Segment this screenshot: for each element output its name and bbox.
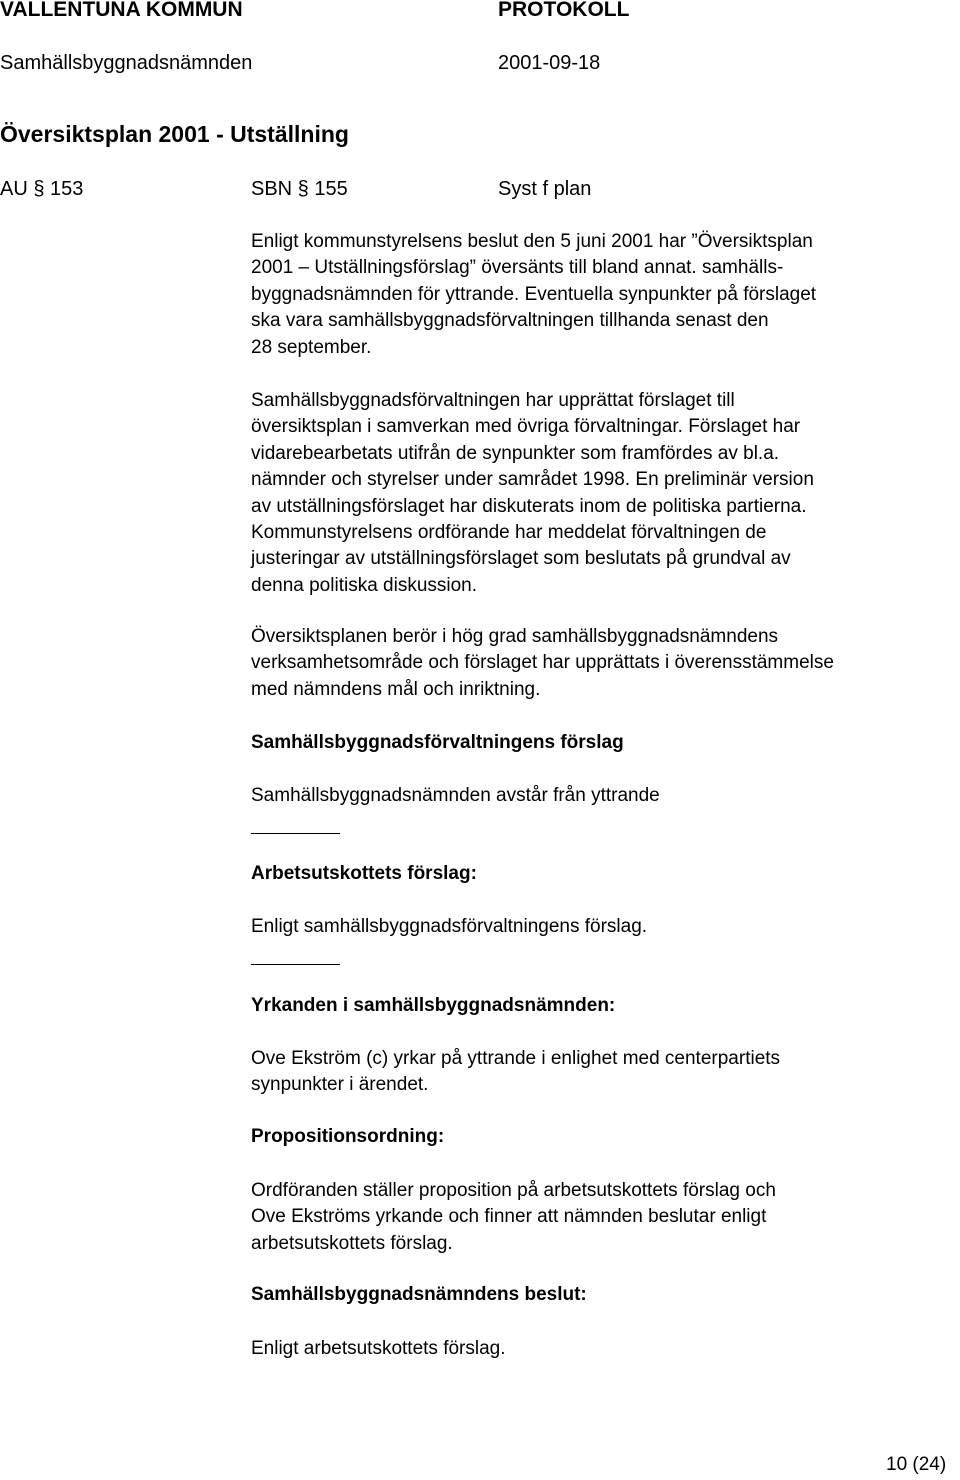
text-line: 28 september. <box>251 336 372 358</box>
section-heading-committee-proposal: Arbetsutskottets förslag: <box>251 863 477 884</box>
text-line: Enligt samhällsbyggnadsförvaltningens förslag. <box>251 916 648 937</box>
text-line: 2001 – Utställningsförslag” översänts till bland annat. samhälls- <box>251 257 784 279</box>
text-line: Ove Ekström (c) yrkar på yttrande i enlighet med centerpartiets <box>251 1048 781 1069</box>
text-line: Enligt kommunstyrelsens beslut den 5 juni 2001 har ”Översiktsplan <box>251 231 813 252</box>
section-text <box>251 1178 776 1257</box>
organization-name: VALLENTUNA KOMMUN <box>0 0 243 21</box>
text-line: översiktsplan i samverkan med övriga förvaltningar. Förslaget har <box>251 416 801 438</box>
section-text <box>251 1336 506 1362</box>
section-heading-administration-proposal: Samhällsbyggnadsförvaltningens förslag <box>251 732 624 753</box>
text-line: av utställningsförslaget har diskuterats inom de politiska partierna. <box>251 495 807 517</box>
section-heading-decision: Samhällsbyggnadsnämndens beslut: <box>251 1284 587 1305</box>
text-line: Samhällsbyggnadsförvaltningen har upprättat förslaget till <box>251 390 735 411</box>
diary-ref: Syst f plan <box>498 178 592 200</box>
text-line: Kommunstyrelsens ordförande har meddelat förvaltningen de <box>251 522 767 544</box>
paragraph-scope <box>251 624 834 703</box>
section-text <box>251 783 660 809</box>
section-heading-proposition-order: Propositionsordning: <box>251 1126 445 1147</box>
text-line: Översiktsplanen berör i hög grad samhällsbyggnadsnämndens <box>251 626 779 647</box>
text-line: nämnder och styrelser under samrådet 1998. En preliminär version <box>251 469 814 491</box>
text-line: justeringar av utställningsförslaget som beslutats på grundval av <box>251 548 791 570</box>
section-text <box>251 1046 780 1099</box>
divider-rule <box>251 833 340 834</box>
text-line: med nämndens mål och inriktning. <box>251 678 541 700</box>
text-line: arbetsutskottets förslag. <box>251 1232 453 1254</box>
section-heading-motions: Yrkanden i samhällsbyggnadsnämnden: <box>251 995 616 1016</box>
divider-rule <box>251 964 340 965</box>
text-line: verksamhetsområde och förslaget har upprättats i överensstämmelse <box>251 652 834 674</box>
text-line: synpunkter i ärendet. <box>251 1074 429 1096</box>
text-line: ska vara samhällsbyggnadsförvaltningen tillhanda senast den <box>251 310 769 332</box>
document-type: PROTOKOLL <box>498 0 630 21</box>
text-line: Ordföranden ställer proposition på arbetsutskottets förslag och <box>251 1180 776 1201</box>
text-line: denna politiska diskussion. <box>251 574 478 596</box>
paragraph-preparation <box>251 388 814 599</box>
section-text <box>251 914 647 940</box>
paragraph-background <box>251 229 816 361</box>
committee-name: Samhällsbyggnadsnämnden <box>0 52 253 74</box>
page-title: Översiktsplan 2001 - Utställning <box>0 121 349 147</box>
text-line: vidarebearbetats utifrån de synpunkter som framfördes av bl.a. <box>251 442 780 464</box>
sbn-paragraph-ref: SBN § 155 <box>251 178 348 200</box>
text-line: Ove Ekströms yrkande och finner att nämnden beslutar enligt <box>251 1206 767 1228</box>
page-number: 10 (24) <box>886 1454 947 1475</box>
meeting-date: 2001-09-18 <box>498 52 601 74</box>
text-line: byggnadsnämnden för yttrande. Eventuella synpunkter på förslaget <box>251 283 817 305</box>
text-line: Samhällsbyggnadsnämnden avstår från yttrande <box>251 785 660 806</box>
au-paragraph-ref: AU § 153 <box>0 178 84 200</box>
text-line: Enligt arbetsutskottets förslag. <box>251 1338 506 1359</box>
